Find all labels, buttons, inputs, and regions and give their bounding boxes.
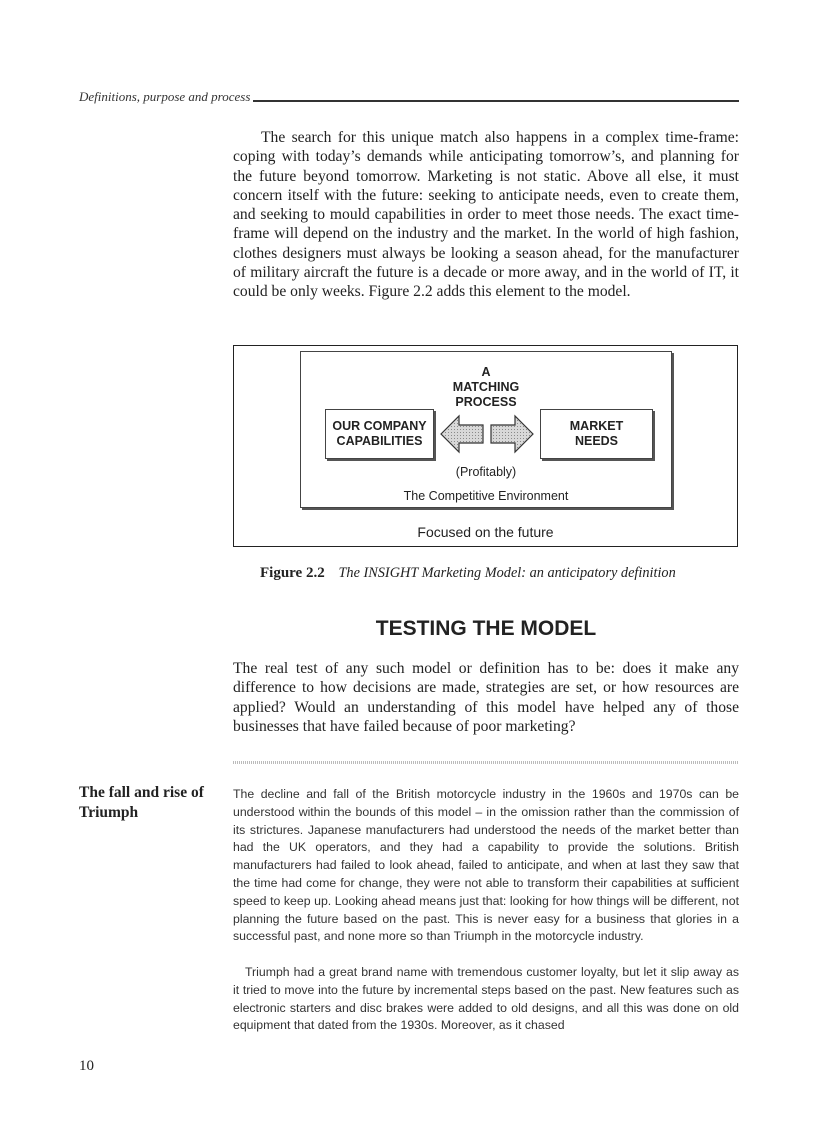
process-label-line-1: A bbox=[481, 365, 491, 379]
figure-caption bbox=[260, 565, 676, 582]
matching-process-label bbox=[301, 365, 671, 410]
double-arrow-icon bbox=[439, 414, 535, 454]
capabilities-label-line-2: CAPABILITIES bbox=[336, 434, 423, 448]
market-label-line-1: MARKET bbox=[569, 419, 624, 433]
profitably-label: (Profitably) bbox=[455, 465, 517, 479]
company-capabilities-box bbox=[325, 409, 434, 459]
right-arrow-icon bbox=[491, 416, 533, 452]
market-needs-box bbox=[540, 409, 653, 459]
focused-on-future-label: Focused on the future bbox=[417, 524, 554, 540]
triumph-paragraph-2: Triumph had a great brand name with tremendous customer loyalty, but let it slip away as it tried to move into the future by incremental steps based on the past. New features such as electronic starters and disc brakes were added to old designs, and all this was done on old equipment that dated from the 1930s. Moreover, as it chased bbox=[233, 965, 739, 1033]
running-head-title: Definitions, purpose and process bbox=[79, 89, 251, 104]
testing-paragraph: The real test of any such model or definition has to be: does it make any difference to how decisions are made, strategies are set, or how resources are applied? Would an understanding of this model have helped any of those businesses that have failed because of poor marketing? bbox=[233, 660, 739, 735]
process-label-line-3: PROCESS bbox=[455, 395, 517, 409]
market-label-line-2: NEEDS bbox=[574, 434, 619, 448]
figure-caption-number: Figure 2.2 bbox=[260, 565, 325, 581]
left-arrow-icon bbox=[441, 416, 483, 452]
competitive-environment-box bbox=[300, 351, 672, 508]
competitive-environment-label: The Competitive Environment bbox=[403, 489, 569, 503]
section-divider bbox=[233, 761, 739, 764]
page-number: 10 bbox=[79, 1058, 94, 1074]
figure-caption-text: The INSIGHT Marketing Model: an anticipatory definition bbox=[338, 565, 676, 581]
side-heading: The fall and rise of Triumph bbox=[79, 784, 204, 821]
section-heading: TESTING THE MODEL bbox=[375, 617, 597, 640]
process-label-line-2: MATCHING bbox=[452, 380, 520, 394]
running-head-rule bbox=[253, 100, 739, 102]
running-head bbox=[79, 89, 739, 105]
capabilities-label-line-1: OUR COMPANY bbox=[332, 419, 427, 433]
figure-2-2 bbox=[233, 345, 738, 547]
triumph-paragraph-1: The decline and fall of the British motorcycle industry in the 1960s and 1970s can be understood within the bounds of this model – in the omission rather than the commission of its strictures. Japanese manufacturers had understood the needs of the market better than had the UK operators, and they had a capability to provide the solutions. British manufacturers had failed to look ahead, failed to anticipate, and when at last they saw that the time had come for change, they were not able to transform their capabilities at sufficient speed to keep up. Looking ahead means just that: looking for how things will be different, not planning the future based on the past. This is never easy for a business that glories in a successful past, and none more so than Triumph in the motorcycle industry. bbox=[233, 787, 739, 944]
intro-paragraph: The search for this unique match also happens in a complex time-frame: coping with today’s demands while anticipating tomorrow’s, and planning for the future beyond tomorrow. Marketing is not static. Above all else, it must concern itself with the future: seeking to anticipate needs, even to create them, and seeking to mould capabilities in order to meet those needs. The exact time-frame will depend on the industry and the market. In the world of high fashion, clothes designers must always be looking a season ahead, for the manufacturer of military aircraft the future is a decade or more away, and in the world of IT, it could be only weeks. Figure 2.2 adds this element to the model. bbox=[233, 129, 739, 301]
